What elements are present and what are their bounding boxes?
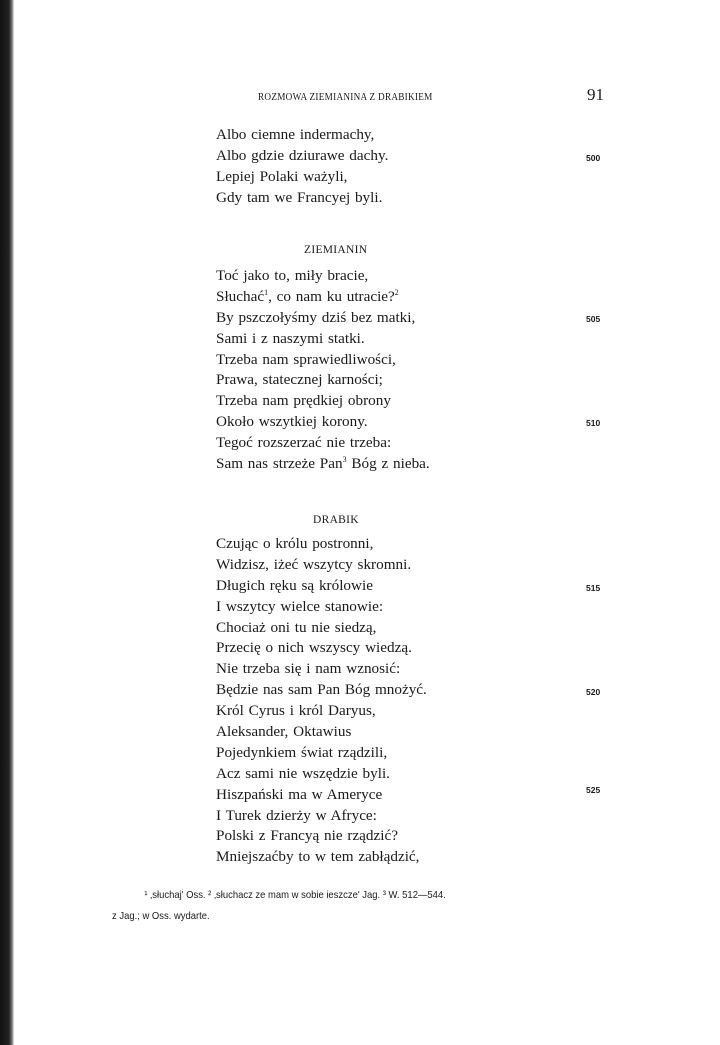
- footnote-ref-3: 3: [342, 455, 347, 465]
- verse-line: Czując o królu postronni,: [216, 535, 374, 552]
- footnote-line: z Jag.; w Oss. wydarte.: [112, 910, 210, 922]
- verse-line: I wszytcy wielce stanowie:: [216, 597, 384, 615]
- verse-line: Chociaż oni tu nie siedzą,: [216, 618, 377, 636]
- verse-line: Sami i z naszymi statki.: [216, 329, 365, 347]
- verse-line: Aleksander, Oktawius: [216, 723, 352, 741]
- verse-line: Nie trzeba się i nam wznosić:: [216, 660, 401, 678]
- speaker-heading-drabik: DRABIK: [313, 514, 359, 526]
- verse-line: Acz sami nie wszędzie byli.: [216, 764, 390, 782]
- verse-line: Przecię o nich wszyscy wiedzą.: [216, 639, 412, 657]
- verse-line: Prawa, statecznej karności;: [216, 371, 383, 389]
- line-number-500: 500: [586, 153, 601, 163]
- verse-line: Mniejszaćby to w tem zabłądzić,: [216, 848, 420, 866]
- verse-line: Toć jako to, miły bracie,: [216, 267, 369, 284]
- line-number-505: 505: [586, 314, 601, 324]
- verse-line: Trzeba nam sprawiedliwości,: [216, 350, 396, 368]
- stanza-1: [216, 125, 388, 209]
- footnote-ref-2: 2: [394, 287, 399, 297]
- verse-line: Długich ręku są królowie: [216, 576, 373, 594]
- verse-line: Będzie nas sam Pan Bóg mnożyć.: [216, 681, 427, 699]
- stanza-2: [216, 266, 430, 475]
- footnote-ref-1: 1: [264, 287, 269, 297]
- verse-line: By pszczołyśmy dziś bez matki,: [216, 308, 416, 326]
- running-title: ROZMOWA ZIEMIANINA Z DRABIKIEM: [258, 92, 433, 103]
- verse-line: Albo ciemne indermachy,: [216, 126, 375, 143]
- verse-line: Tegoć rozszerzać nie trzeba:: [216, 434, 392, 452]
- verse-line: Widzisz, iżeć wszytcy skromni.: [216, 555, 412, 573]
- footnotes: [112, 885, 562, 927]
- verse-text: , co nam ku utracie?: [268, 287, 395, 305]
- verse-text: Bóg z nieba.: [346, 455, 430, 473]
- verse-text: Słuchać: [216, 287, 265, 305]
- verse-line: Król Cyrus i król Daryus,: [216, 702, 376, 720]
- line-number-515: 515: [586, 583, 601, 593]
- book-spine-shadow: [0, 0, 14, 1045]
- line-number-520: 520: [586, 687, 601, 697]
- verse-line: [216, 287, 430, 308]
- verse-line: [216, 454, 430, 475]
- speaker-heading-ziemianin: ZIEMIANIN: [304, 244, 368, 256]
- verse-line: Gdy tam we Francyej byli.: [216, 188, 383, 206]
- verse-line: Polski z Francyą nie rządzić?: [216, 827, 398, 845]
- verse-text: Sam nas strzeże Pan: [216, 455, 343, 473]
- verse-line: Hiszpański ma w Ameryce: [216, 785, 383, 803]
- verse-line: Lepiej Polaki ważyli,: [216, 167, 348, 185]
- stanza-3: [216, 534, 427, 868]
- line-number-510: 510: [586, 418, 601, 428]
- verse-line: Trzeba nam prędkiej obrony: [216, 392, 391, 410]
- page-number: 91: [587, 85, 604, 104]
- verse-line: I Turek dzierży w Afryce:: [216, 806, 377, 824]
- line-number-525: 525: [586, 785, 601, 795]
- footnote-line: ¹ ‚słuchaj' Oss. ² ‚słuchacz ze mam w sobie ieszcze' Jag. ³ W. 512—544.: [144, 889, 446, 901]
- verse-line: Pojedynkiem świat rządzili,: [216, 743, 388, 761]
- verse-line: Około wszytkiej korony.: [216, 413, 368, 431]
- verse-line: Albo gdzie dziurawe dachy.: [216, 146, 389, 164]
